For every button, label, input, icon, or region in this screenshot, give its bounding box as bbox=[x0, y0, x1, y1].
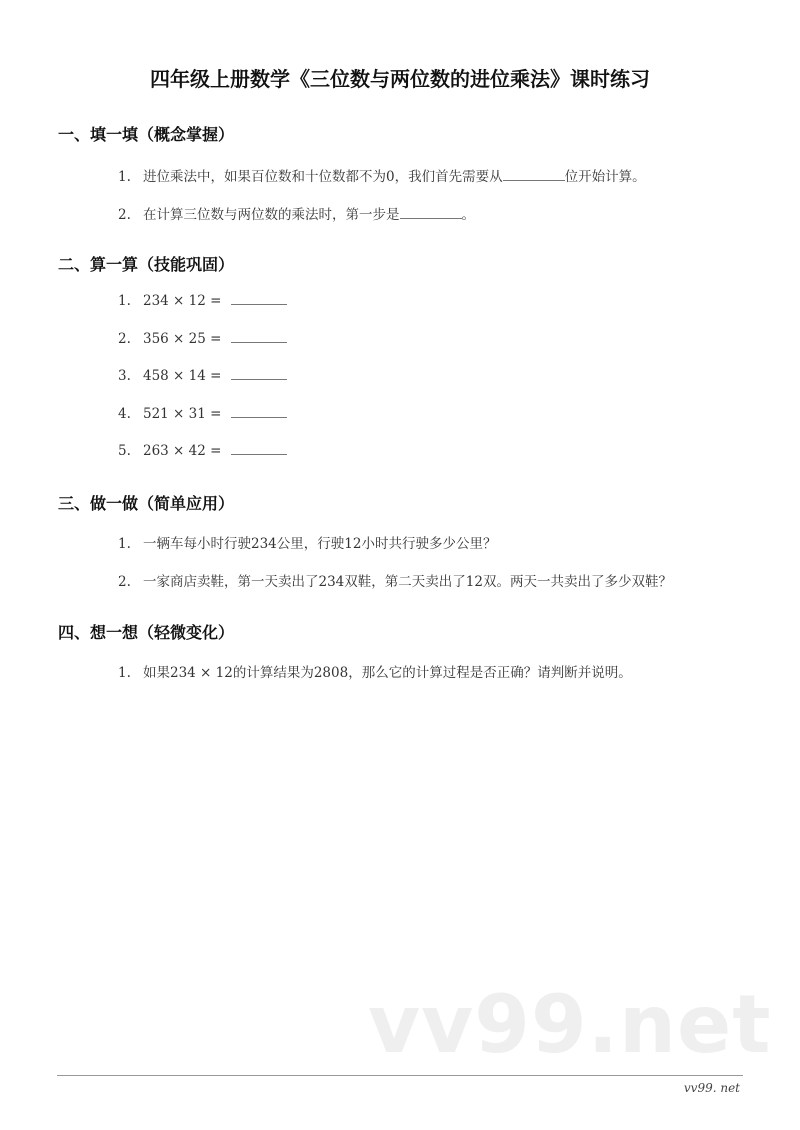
item-text: 如果234 × 12的计算结果为2808，那么它的计算过程是否正确？请判断并说明。 bbox=[143, 665, 632, 681]
section-heading-3: 三、做一做（简单应用） bbox=[58, 494, 235, 513]
item-number: 4. bbox=[118, 406, 131, 422]
item-text: 进位乘法中，如果百位数和十位数都不为0，我们首先需要从 bbox=[143, 169, 503, 185]
list-item bbox=[118, 203, 475, 223]
answer-blank[interactable] bbox=[231, 378, 287, 380]
item-text: 263 × 42 = bbox=[143, 443, 222, 459]
list-item bbox=[118, 570, 672, 590]
answer-blank[interactable] bbox=[231, 341, 287, 343]
page-title: 四年级上册数学《三位数与两位数的进位乘法》课时练习 bbox=[150, 67, 650, 91]
list-item bbox=[118, 368, 287, 384]
list-item bbox=[118, 443, 287, 459]
item-number: 2. bbox=[118, 574, 131, 590]
item-text: 位开始计算。 bbox=[564, 169, 646, 185]
answer-blank[interactable] bbox=[503, 179, 565, 181]
answer-blank[interactable] bbox=[231, 303, 287, 305]
answer-blank[interactable] bbox=[231, 453, 287, 455]
item-number: 1. bbox=[118, 665, 131, 681]
footer-divider bbox=[57, 1075, 743, 1076]
item-number: 2. bbox=[118, 207, 131, 223]
list-item bbox=[118, 331, 287, 347]
watermark: vv99.net bbox=[368, 978, 772, 1071]
item-number: 1. bbox=[118, 536, 131, 552]
section-heading-4: 四、想一想（轻微变化） bbox=[58, 623, 235, 642]
list-item bbox=[118, 293, 287, 309]
item-number: 2. bbox=[118, 331, 131, 347]
answer-blank[interactable] bbox=[400, 217, 462, 219]
section-heading-1: 一、填一填（概念掌握） bbox=[58, 125, 235, 144]
list-item bbox=[118, 661, 632, 681]
item-text: 一辆车每小时行驶234公里，行驶12小时共行驶多少公里？ bbox=[143, 536, 497, 552]
footer-text: vv99. net bbox=[683, 1081, 740, 1095]
item-text: 356 × 25 = bbox=[143, 331, 222, 347]
item-text: 一家商店卖鞋，第一天卖出了234双鞋，第二天卖出了12双。两天一共卖出了多少双鞋？ bbox=[143, 574, 672, 590]
list-item bbox=[118, 406, 287, 422]
list-item bbox=[118, 532, 496, 552]
item-text: 458 × 14 = bbox=[143, 368, 222, 384]
item-number: 1. bbox=[118, 293, 131, 309]
item-text: 在计算三位数与两位数的乘法时，第一步是 bbox=[143, 207, 400, 223]
answer-blank[interactable] bbox=[231, 416, 287, 418]
item-text: 。 bbox=[461, 207, 475, 223]
list-item bbox=[118, 165, 646, 185]
section-heading-2: 二、算一算（技能巩固） bbox=[58, 255, 235, 274]
item-number: 1. bbox=[118, 169, 131, 185]
item-text: 521 × 31 = bbox=[143, 406, 222, 422]
item-number: 5. bbox=[118, 443, 131, 459]
item-text: 234 × 12 = bbox=[143, 293, 222, 309]
item-number: 3. bbox=[118, 368, 131, 384]
